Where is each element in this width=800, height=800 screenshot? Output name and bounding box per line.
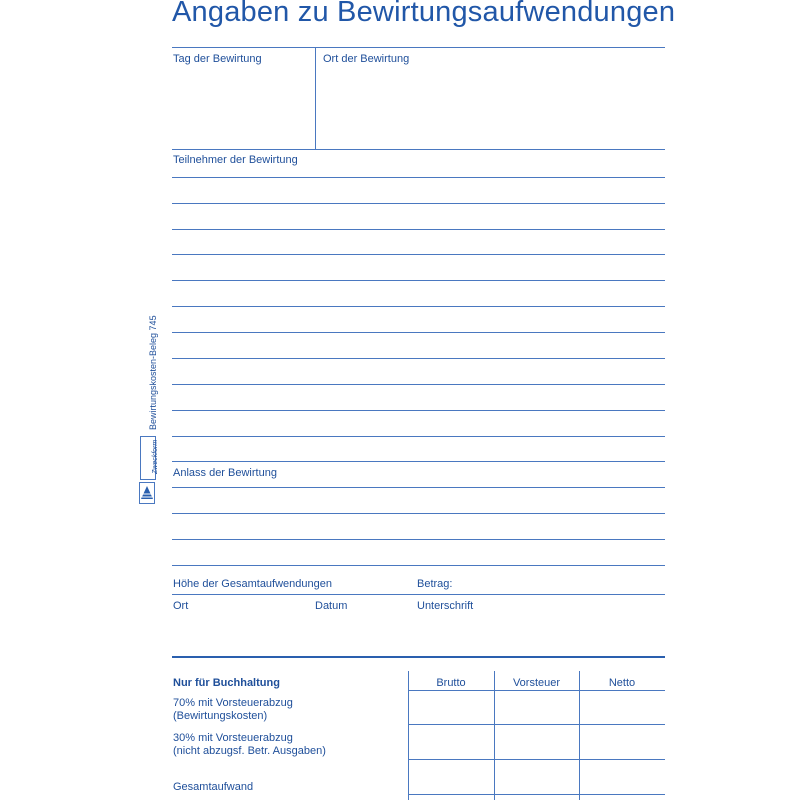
form-name-vertical: Bewirtungskosten-Beleg 745 bbox=[148, 315, 158, 430]
buchhaltung-heading: Nur für Buchhaltung bbox=[173, 677, 280, 689]
teilnehmer-writing-line[interactable] bbox=[172, 306, 665, 307]
teilnehmer-writing-line[interactable] bbox=[172, 358, 665, 359]
anlass-writing-line[interactable] bbox=[172, 513, 665, 514]
anlass-writing-line[interactable] bbox=[172, 539, 665, 540]
anlass-writing-line[interactable] bbox=[172, 487, 665, 488]
betrag-label: Betrag: bbox=[417, 578, 453, 590]
ort-label: Ort bbox=[173, 600, 189, 612]
anlass-writing-line[interactable] bbox=[172, 565, 665, 566]
teilnehmer-writing-line[interactable] bbox=[172, 254, 665, 255]
col-header-netto: Netto bbox=[608, 677, 636, 689]
table-row3-rule bbox=[408, 794, 665, 795]
betrag-rule[interactable] bbox=[172, 594, 665, 595]
row2-label-line2: (nicht abzugsf. Betr. Ausgaben) bbox=[173, 745, 326, 757]
row1-label-line1: 70% mit Vorsteuerabzug bbox=[173, 697, 293, 709]
brand-name: Zweckform bbox=[152, 439, 159, 474]
cell-brutto-70[interactable] bbox=[409, 691, 494, 724]
teilnehmer-writing-line[interactable] bbox=[172, 229, 665, 230]
cell-vorsteuer-gesamt[interactable] bbox=[495, 760, 579, 794]
anlass-top-rule bbox=[172, 461, 665, 462]
unterschrift-label: Unterschrift bbox=[417, 600, 474, 612]
teilnehmer-writing-line[interactable] bbox=[172, 384, 665, 385]
teilnehmer-writing-line[interactable] bbox=[172, 332, 665, 333]
cell-netto-gesamt[interactable] bbox=[580, 760, 665, 794]
col-header-brutto: Brutto bbox=[436, 677, 466, 689]
teilnehmer-writing-line[interactable] bbox=[172, 177, 665, 178]
cell-vorsteuer-70[interactable] bbox=[495, 691, 579, 724]
cell-netto-70[interactable] bbox=[580, 691, 665, 724]
top-rule bbox=[172, 47, 665, 48]
cell-brutto-30[interactable] bbox=[409, 725, 494, 759]
ort-bewirtung-label: Ort der Bewirtung bbox=[323, 53, 410, 65]
hoehe-label: Höhe der Gesamtaufwendungen bbox=[173, 578, 332, 590]
cell-vorsteuer-30[interactable] bbox=[495, 725, 579, 759]
page-title: Angaben zu Bewirtungsaufwendungen bbox=[172, 0, 676, 28]
cell-brutto-gesamt[interactable] bbox=[409, 760, 494, 794]
tag-label: Tag der Bewirtung bbox=[173, 53, 262, 65]
buchhaltung-rule bbox=[172, 656, 665, 658]
teilnehmer-writing-line[interactable] bbox=[172, 436, 665, 437]
teilnehmer-top-rule bbox=[172, 149, 665, 150]
tag-ort-divider bbox=[315, 47, 316, 149]
teilnehmer-label: Teilnehmer der Bewirtung bbox=[173, 154, 298, 166]
datum-label: Datum bbox=[315, 600, 348, 612]
teilnehmer-writing-line[interactable] bbox=[172, 203, 665, 204]
row1-label-line2: (Bewirtungskosten) bbox=[173, 710, 268, 722]
avery-triangle-logo-icon bbox=[139, 482, 155, 504]
teilnehmer-writing-line[interactable] bbox=[172, 280, 665, 281]
row3-label: Gesamtaufwand bbox=[173, 781, 254, 793]
row2-label-line1: 30% mit Vorsteuerabzug bbox=[173, 732, 293, 744]
cell-netto-30[interactable] bbox=[580, 725, 665, 759]
col-header-vorsteuer: Vorsteuer bbox=[512, 677, 561, 689]
anlass-label: Anlass der Bewirtung bbox=[173, 467, 277, 479]
teilnehmer-writing-line[interactable] bbox=[172, 410, 665, 411]
